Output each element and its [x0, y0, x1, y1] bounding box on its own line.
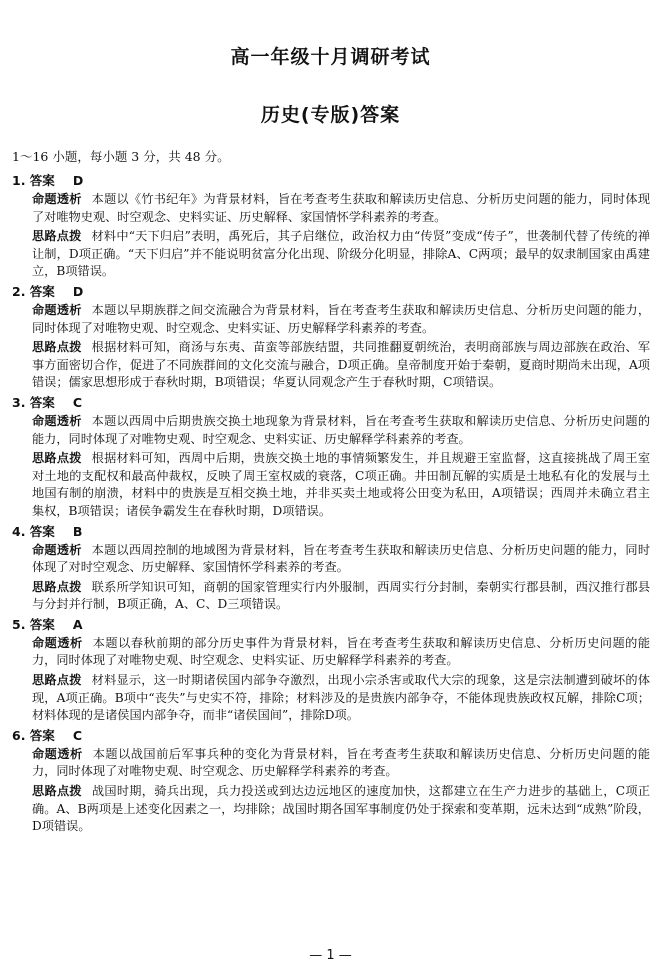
analysis-paragraph	[12, 191, 650, 226]
answer-item	[12, 616, 650, 725]
answer-letter: D	[72, 173, 84, 188]
answer-letter: C	[72, 727, 82, 743]
tips-text: 材料显示，这一时期诸侯国内部争夺激烈，出现小宗杀害或取代大宗的现象，这是宗法制遭到破坏的体现，A项正确。B项中“丧失”与史实不符，排除；材料涉及的是贵族内部争夺，不能体现贵族政权瓦解，排除C项；材料体现的是诸侯国内部争夺，而非“诸侯国间”，排除D项。	[32, 673, 651, 723]
analysis-paragraph	[12, 302, 650, 337]
analysis-text: 本题以西周控制的地域图为背景材料，旨在考查考生获取和解读历史信息、分析历史问题的能力，同时体现了对时空观念、历史解释、家国情怀学科素养的考查。	[32, 542, 651, 575]
answer-list	[12, 170, 650, 838]
question-number: 1. 答案	[12, 173, 55, 188]
analysis-label: 命题透析	[32, 302, 82, 317]
answer-letter: B	[72, 523, 83, 539]
tips-text: 联系所学知识可知，商朝的国家管理实行内外服制，西周实行分封制，秦朝实行郡县制，西汉推行郡县与分封并行制，B项正确，A、C、D三项错误。	[32, 579, 651, 612]
tips-label: 思路点拨	[32, 784, 82, 799]
question-number: 2. 答案	[12, 283, 55, 299]
question-header	[12, 616, 650, 633]
exam-title: 高一年级十月调研考试	[230, 46, 431, 68]
tips-paragraph	[12, 450, 650, 520]
analysis-text: 本题以西周中后期贵族交换土地现象为背景材料，旨在考查考生获取和解读历史信息、分析历史问题的能力，同时体现了对唯物史观、时空观念、史料实证、历史解释学科素养的考查。	[32, 413, 651, 446]
question-header	[12, 523, 650, 540]
answer-item	[12, 172, 650, 281]
analysis-label: 命题透析	[32, 192, 82, 206]
answer-item	[12, 523, 650, 614]
analysis-paragraph	[12, 635, 650, 670]
analysis-text: 本题以《竹书纪年》为背景材料，旨在考查考生获取和解读历史信息、分析历史问题的能力，同时体现了对唯物史观、时空观念、史料实证、历史解释、家国情怀学科素养的考查。	[32, 192, 651, 224]
tips-text: 战国时期，骑兵出现，兵力投送或到达边远地区的速度加快，这都建立在生产力进步的基础上，C项正确。A、B两项是上述变化因素之一，均排除；战国时期各国军事制度仍处于探索和变革期，远未达到“成熟”阶段，D项错误。	[32, 784, 650, 834]
analysis-text: 本题以春秋前期的部分历史事件为背景材料，旨在考查考生获取和解读历史信息、分析历史问题的能力，同时体现了对唯物史观、时空观念、史料实证、历史解释学科素养的考查。	[32, 635, 651, 668]
analysis-paragraph	[12, 542, 650, 577]
tips-paragraph	[12, 672, 650, 725]
analysis-text: 本题以早期族群之间交流融合为背景材料，旨在考查考生获取和解读历史信息、分析历史问题的能力，同时体现了对唯物史观、时空观念、史料实证、历史解释学科素养的考查。	[32, 302, 651, 335]
section-intro: 1～16 小题，每小题 3 分，共 48 分。	[12, 149, 230, 164]
tips-text: 根据材料可知，西周中后期，贵族交换土地的事情频繁发生，并且规避王室监督，这直接挑战了周王室对土地的支配权和最高仲裁权，反映了周王室权威的衰落，C项正确。井田制瓦解的实质是土地私有化的发展与土地国有制的崩溃，材料中的贵族是互相交换土地，并非买卖土地或将公田变为私田，A项错误；西周并未确立君主集权，B项错误；诸侯争霸发生在春秋时期，D项错误。	[32, 451, 651, 518]
question-header	[12, 727, 650, 744]
tips-label: 思路点拨	[32, 229, 82, 244]
question-number: 6. 答案	[12, 727, 55, 743]
tips-paragraph	[12, 339, 650, 392]
question-number: 5. 答案	[12, 616, 55, 632]
analysis-paragraph	[12, 746, 650, 781]
question-number: 3. 答案	[12, 394, 55, 410]
tips-paragraph	[12, 228, 650, 281]
answer-subtitle: 历史(专版)答案	[260, 104, 401, 126]
answer-letter: D	[72, 283, 84, 299]
question-header	[12, 283, 650, 300]
analysis-label: 命题透析	[32, 635, 83, 650]
analysis-label: 命题透析	[32, 542, 82, 557]
tips-label: 思路点拨	[32, 579, 82, 594]
question-header	[12, 172, 650, 189]
tips-label: 思路点拨	[32, 340, 82, 355]
page-number: — 1 —	[309, 948, 352, 963]
question-number: 4. 答案	[12, 523, 55, 539]
tips-label: 思路点拨	[32, 673, 82, 688]
tips-paragraph	[12, 579, 650, 614]
answer-letter: C	[72, 394, 82, 410]
answer-letter: A	[72, 616, 83, 632]
analysis-paragraph	[12, 413, 650, 448]
answer-item	[12, 283, 650, 392]
tips-text: 材料中“天下归启”表明，禹死后，其子启继位，政治权力由“传贤”变成“传子”，世袭制代替了传统的禅让制，D项正确。“天下归启”并不能说明贫富分化出现、阶级分化明显，排除A、C两项；最早的奴隶制国家由禹建立，B项错误。	[32, 229, 651, 279]
question-header	[12, 394, 650, 411]
answer-item	[12, 727, 650, 836]
analysis-label: 命题透析	[32, 413, 82, 428]
tips-label: 思路点拨	[32, 451, 82, 466]
tips-paragraph	[12, 783, 650, 836]
analysis-text: 本题以战国前后军事兵种的变化为背景材料，旨在考查考生获取和解读历史信息、分析历史问题的能力，同时体现了对唯物史观、时空观念、历史解释学科素养的考查。	[32, 746, 651, 779]
answer-item	[12, 394, 650, 521]
analysis-label: 命题透析	[32, 746, 83, 761]
tips-text: 根据材料可知，商汤与东夷、苗蛮等部族结盟，共同推翻夏朝统治，表明商部族与周边部族在政治、军事方面密切合作，促进了不同族群间的文化交流与融合，D项正确。皇帝制度开始于秦朝，夏商时期尚未出现，A项错误；儒家思想形成于春秋时期，B项错误；华夏认同观念产生于春秋时期，C项错误。	[32, 340, 651, 390]
